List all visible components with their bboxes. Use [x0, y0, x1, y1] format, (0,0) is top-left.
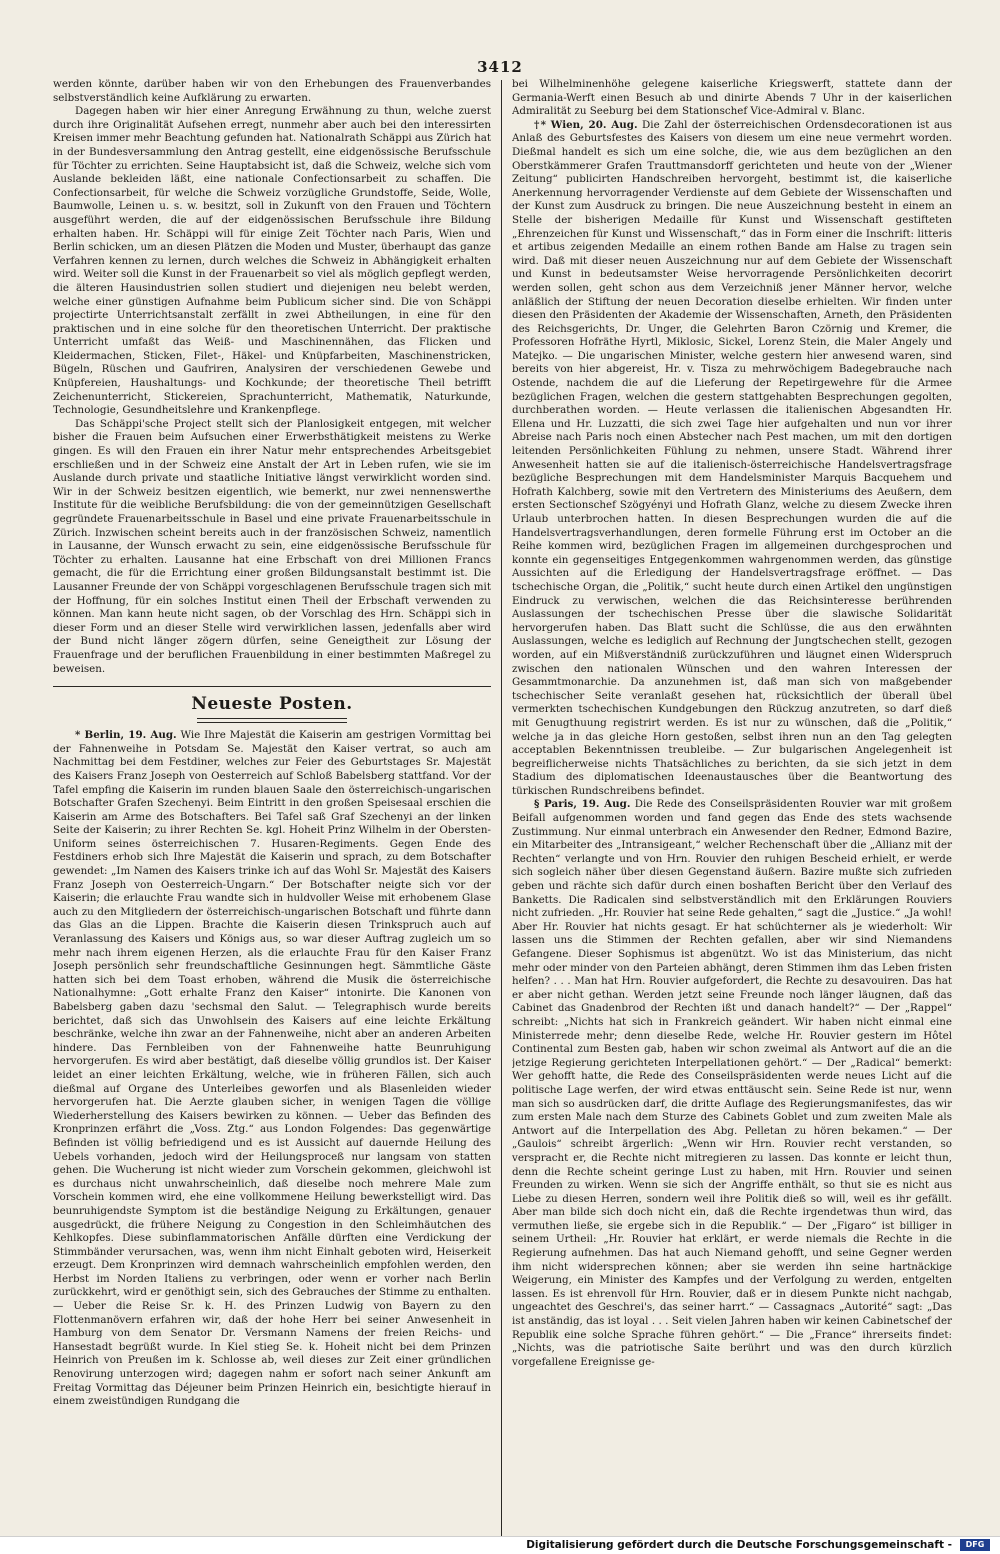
article-paris [512, 798, 952, 1369]
article-text: Die Zahl der österreichischen Ordensdecorationen ist aus Anlaß des Geburtsfestes des Kaisers von diesem um eine neue vermehrt worden. Dießmal handelt es sich um eine solche, die, wie aus dem bezüglichen an den Oberstkämmerer Grafen Trauttmansdorff gerichteten und heute von der „Wiener Zeitung“ publicirten Handschreiben hervorgeht, bestimmt ist, die kaiserliche Anerkennung hervorragender Verdienste auf dem Gebiete der Wissenschaften und der Kunst zum Ausdruck zu bringen. Die neue Auszeichnung besteht in einem an Stelle der bisherigen Medaille für Kunst und Wissenschaft gestifteten „Ehrenzeichen für Kunst und Wissenschaft,“ das in Form einer die Inschrift: litteris et artibus zeigenden Medaille an einem rothen Bande am Halse zu tragen sein wird. Daß mit dieser neuen Auszeichnung nur auf dem Gebiete der Wissenschaft und Kunst in bedeutsamster Weise hervorragende Persönlichkeiten decorirt werden sollen, geht schon aus dem Verzeichniß jener Männer hervor, welche anläßlich der Stiftung der neuen Decoration dieselbe erhielten. Wir finden unter diesen den Präsidenten der Akademie der Wissenschaften, Arneth, den Präsidenten des Reichsgerichts, Dr. Unger, die Gelehrten Baron Czörnig und Kremer, die Professoren Hofräthe Hyrtl, Miklosic, Sickel, Lorenz Stein, die Maler Angely und Matejko. — Die ungarischen Minister, welche gestern hier anwesend waren, sind bereits von hier abgereist, Hr. v. Tisza zu mehrwöchigem Badegebrauche nach Ostende, nachdem die auf die Lieferung der Repetirgewehre für die Armee bezüglichen Fragen, welchen die gestern stattgehabten Besprechungen gegolten, durchberathen worden. — Heute verlassen die italienischen Abgesandten Hr. Ellena und Hr. Luzzatti, die sich zwei Tage hier aufgehalten und nun vor ihrer Abreise nach Paris noch einen Abstecher nach Pest machen, um mit den dortigen leitenden Persönlichkeiten Fühlung zu nehmen, unsere Stadt. Während ihrer Anwesenheit hatten sie auf die italienisch-österreichische Handelsvertragsfrage bezügliche Besprechungen mit dem Handelsminister Marquis Bacquehem und Hofrath Kalchberg, sowie mit den Vertretern des Ministeriums des Aeußern, dem ersten Sectionschef Szögyényi und Hofrath Glanz, welche zu diesem Zwecke ihren Urlaub unterbrochen hatten. In diesen Besprechungen wurden die auf die Handelsvertragsverhandlungen, deren formelle Führung erst im October an die Reihe kommen wird, bezüglichen Fragen im allgemeinen durchgesprochen und konnte ein gegenseitiges Entgegenkommen wahrgenommen werden, das günstige Aussichten auf die Erledigung der Handelsvertragsfrage eröffnet. — Das tschechische Organ, die „Politik,“ sucht heute durch einen Artikel den ungünstigen Eindruck zu verwischen, welchen die das Reichsinteresse berührenden Auslassungen der tschechischen Presse über die slawische Solidarität hervorgerufen haben. Das Blatt sucht die Schlüsse, die aus den erwähnten Auslassungen, welche es lediglich auf Rechnung der Jungtschechen stellt, gezogen worden, auf ein Mißverständniß zurückzuführen und läugnet einen Widerspruch zwischen den nationalen Wünschen und den wahren Interessen der Gesammtmonarchie. Da anzunehmen ist, daß man sich von maßgebender tschechischer Seite veranlaßt gesehen hat, rücksichtlich der überall übel vermerkten tschechischen Kundgebungen den Rückzug anzutreten, so darf dieß mit Genugthuung registrirt werden. Es ist nur zu wünschen, daß die „Politik,“ welche ja in das gleiche Horn gestoßen, selbst ihren nun an den Tag gelegten acceptablen Bekenntnissen treubleibe. — Zur bulgarischen Angelegenheit ist begreiflicherweise nichts Thatsächliches zu berichten, da sie sich jetzt in dem Stadium des diplomatischen Ideenaustausches über die Beantwortung des türkischen Rundschreibens befindet. [512, 118, 952, 797]
dateline-paris: § Paris, 19. Aug. [534, 798, 631, 811]
page-number: 3412 [477, 58, 523, 76]
paragraph: bei Wilhelminenhöhe gelegene kaiserliche Kriegswerft, stattete dann der Germania-Werft einen Besuch ab und dinirte Abends 7 Uhr in der kaiserlichen Admiralität zu Seeburg bei dem Stationschef Vice-Admiral v. Blanc. [512, 78, 952, 118]
footer-bar [0, 1536, 1000, 1554]
column-divider [501, 80, 502, 1540]
paragraph: Das Schäppi'sche Project stellt sich der Planlosigkeit entgegen, mit welcher bisher die Frauen beim Aufsuchen einer Erwerbsthätigkeit meistens zu Werke gingen. Es will den Frauen ein ihrer Natur mehr entsprechendes Arbeitsgebiet erschließen und in der Schweiz eine Anstalt der Art in Leben rufen, wie sie im Auslande durch private und staatliche Initiative längst verwirklicht worden sind. Wir in der Schweiz besitzen eigentlich, wie bemerkt, nur zwei nennenswerthe Institute für die weibliche Berufsbildung: die von der gemeinnützigen Gesellschaft gegründete Frauenarbeitsschule in Basel und eine private Frauenarbeitsschule in Zürich. Inzwischen scheint bereits auch in der französischen Schweiz, namentlich in Lausanne, der Wunsch erwacht zu sein, eine eidgenössische Berufsschule für Töchter zu erhalten. Lausanne hat eine Erbschaft von drei Millionen Francs gemacht, die für die Errichtung einer großen Bildungsanstalt bestimmt ist. Die Lausanner Freunde der von Schäppi vorgeschlagenen Berufsschule tragen sich mit der Hoffnung, für ein solches Institut einen Theil der Erbschaft verwenden zu können. Man kann heute nicht sagen, ob der Vorschlag des Hrn. Schäppi sich in dieser Form und an dieser Stelle wird verwirklichen lassen, jedenfalls aber wird der Bund nicht länger zögern dürfen, seine Geneigtheit zur Lösung der Frauenfrage und der beruflichen Frauenbildung in einer bestimmten Maßregel zu beweisen. [53, 417, 491, 675]
footer-credit: Digitalisierung gefördert durch die Deutsche Forschungsgemeinschaft - [526, 1539, 952, 1551]
dateline-wien: †* Wien, 20. Aug. [534, 118, 638, 131]
article-wien [512, 119, 952, 799]
paragraph: Dagegen haben wir hier einer Anregung Erwähnung zu thun, welche zuerst durch ihre Originalität Aufsehen erregt, nunmehr aber auch bei den interessirten Kreisen immer mehr Beachtung gefunden hat. Nationalrath Schäppi aus Zürich hat in der Bundesversammlung den Antrag gestellt, eine eidgenössische Berufsschule für Töchter zu errichten. Seine Hauptabsicht ist, daß die Schweiz, welche sich vom Auslande bekleiden läßt, eine nationale Confectionsarbeit zu schaffen. Die Confectionsarbeit, für welche die Schweiz vorzügliche Grundstoffe, Seide, Wolle, Baumwolle, Leinen u. s. w. besitzt, soll in Zukunft von den Frauen und Töchtern ausgeführt werden, die auf der eidgenössischen Berufsschule ihre Bildung erhalten haben. Hr. Schäppi will für einige Zeit Töchter nach Paris, Wien und Berlin schicken, um an diesen Plätzen die Moden und Muster, überhaupt das ganze Verfahren kennen zu lernen, durch welches die Schweiz in Abhängigkeit erhalten wird. Weiter soll die Kunst in der Frauenarbeit so viel als möglich gepflegt werden, die älteren Hausindustrien sollen studiert und diejenigen neu belebt werden, welche einer günstigen Aufnahme beim Publicum sicher sind. Die von Schäppi projectirte Unterrichtsanstalt zerfällt in zwei Abtheilungen, in eine für den praktischen und in eine solche für den theoretischen Unterricht. Der praktische Unterricht umfaßt das Weiß- und Maschinennähen, das Flicken und Kleidermachen, Sticken, Filet-, Häkel- und Knüpfarbeiten, Maschinenstricken, Bügeln, Rüschen und Gaufriren, Analysiren der verschiedenen Gewebe und Knüpfereien, Haushaltungs- und Kochkunde; der theoretische Theil betrifft Zeichenunterricht, Stickereien, Sprachunterricht, Mathematik, Naturkunde, Technologie, Gesundheitslehre und Krankenpflege. [53, 105, 491, 417]
left-column [53, 78, 491, 1536]
article-text: Die Rede des Conseilspräsidenten Rouvier war mit großem Beifall aufgenommen worden und fand gegen das Ende des stets wachsende Zustimmung. Nur einmal unterbrach ein Anwesender den Redner, Edmond Bazire, ein Mitarbeiter des „Intransigeant,“ welcher Rechenschaft über die „Allianz mit der Rechten“ verlangte und von Hrn. Rouvier den ruhigen Bescheid erhielt, er werde sich sogleich näher über diesen Gegenstand äußern. Bazire mußte sich zufrieden geben und rächte sich dafür durch einen boshaften Bericht über den Verlauf des Banketts. Die Radicalen sind selbstverständlich mit den Erklärungen Rouviers nicht zufrieden. „Hr. Rouvier hat seine Rede gehalten,“ sagt die „Justice.“ „Ja wohl! Aber Hr. Rouvier hat nichts gesagt. Er hat schüchterner als je wiederholt: Wir lassen uns die Stimmen der Rechten gefallen, aber wir sind Niemandens Gefangene. Dieser Sophismus ist abgenützt. Wo ist das Ministerium, das nicht mehr oder minder von den Parteien abhängt, deren Stimmen ihm das Leben fristen helfen? . . . Man hat Hrn. Rouvier aufgefordert, die Rechte zu desavouiren. Das hat er aber nicht gethan. Werden jetzt seine Freunde noch länger läugnen, daß das Cabinet das Gnadenbrod der Rechten ißt und danach handelt?“ — Der „Rappel“ schreibt: „Nichts hat sich in Frankreich geändert. Wir haben nicht einmal eine Ministerrede mehr; denn dieselbe Rede, welche Hr. Rouvier gestern im Hôtel Continental zum Besten gab, haben wir schon zweimal als Antwort auf die an die jetzige Regierung gerichteten Interpellationen gehört.“ — Der „Radical“ bemerkt: Wer gehofft hatte, die Rede des Conseilspräsidenten werde neues Licht auf die politische Lage werfen, der wird etwas enttäuscht sein. Seine Rede ist nur, wenn man sich so ausdrücken darf, die dritte Auflage des Regierungsmanifestes, das wir zum ersten Male nach dem Sturze des Cabinets Goblet und zum zweiten Male als Antwort auf die Interpellation des Abg. Pelletan zu hören bekamen.“ — Der „Gaulois“ schreibt ärgerlich: „Wenn wir Hrn. Rouvier recht verstanden, so verspracht er, die Rechte nicht mitregieren zu lassen. Das konnte er leicht thun, denn die Rechte scheint geringe Lust zu haben, mit Hrn. Rouvier und seinen Freunden zu wirken. Wenn sie sich der Angriffe enthält, so thut sie es nicht aus Liebe zu diesen Herren, sondern weil ihre Politik dieß so will, weil es ihr gefällt. Aber man bilde sich doch nicht ein, daß die Rechte irgendetwas thun wird, das vermuthen ließe, sie ergebe sich in die Republik.“ — Der „Figaro“ ist billiger in seinem Urtheil: „Hr. Rouvier hat erklärt, er werde niemals die Rechte in die Regierung aufnehmen. Das hat auch Niemand gehofft, und seine Gegner werden ihm nicht widersprechen können; aber sie werden ihn seine hartnäckige Weigerung, ein Minister des Kampfes und der Verfolgung zu werden, entgelten lassen. Es ist ehrenvoll für Hrn. Rouvier, daß er in diesem Punkte nicht nachgab, ungeachtet des Geschrei's, das seiner harrt.“ — Cassagnacs „Autorité“ sagt: „Das ist anständig, das ist loyal . . . Seit vielen Jahren haben wir keinen Cabinetschef der Republik eine solche Sprache führen gehört.“ — Die „France“ ihrerseits findet: „Nichts, was die patriotische Saite berührt und was den durch kürzlich vorgefallene Ereignisse ge- [512, 798, 952, 1368]
dfg-logo-icon: DFG [960, 1539, 990, 1551]
section-title: Neueste Posten. [191, 694, 353, 715]
article-berlin [53, 729, 491, 1409]
paragraph: werden könnte, darüber haben wir von den Erhebungen des Frauenverbandes selbstverständlich keine Aufklärung zu erwarten. [53, 78, 491, 104]
right-column [512, 78, 952, 1536]
section-divider [53, 686, 491, 687]
article-text: Wie Ihre Majestät die Kaiserin am gestrigen Vormittag bei der Fahnenweihe in Potsdam Se. Majestät den Kaiser vertrat, so auch am Nachmittag bei dem Festdiner, welches zur Feier des Geburtstages Sr. Majestät des Kaisers Franz Joseph von Oesterreich auf Schloß Babelsberg stattfand. Vor der Tafel empfing die Kaiserin im runden blauen Saale den österreichisch-ungarischen Botschafter Grafen Szechenyi. Beim Eintritt in den großen Speisesaal erschien die Kaiserin am Arme des Botschafters. Bei Tafel saß Graf Szechenyi an der linken Seite der Kaiserin; zu ihrer Rechten Se. kgl. Hoheit Prinz Wilhelm in der Obersten-Uniform seines österreichischen 7. Husaren-Regiments. Gegen Ende des Festdiners erhob sich Ihre Majestät die Kaiserin und sprach, zu dem Botschafter gewendet: „Im Namen des Kaisers trinke ich auf das Wohl Sr. Majestät des Kaisers Franz Joseph von Oesterreich-Ungarn.“ Der Botschafter neigte sich vor der Kaiserin; die erlauchte Frau wandte sich in huldvoller Weise mit erhobenem Glase auch zu den Mitgliedern der österreichisch-ungarischen Botschaft und führte dann das Glas an die Lippen. Brachte die Kaiserin diesen Trinkspruch auch auf Veranlassung des Kaisers und Königs aus, so war dieser Auftrag zugleich um so mehr nach ihrem eigenen Herzen, als die erlauchte Frau für den Kaiser Franz Joseph persönlich sehr freundschaftliche Gesinnungen hegt. Sämmtliche Gäste hatten sich bei dem Toast erhoben, während die Musik die österreichische Nationalhymne: „Gott erhalte Franz den Kaiser“ intonirte. Die Kanonen von Babelsberg gaben dazu 'sechsmal den Salut. — Telegraphisch wurde bereits berichtet, daß sich das Unwohlsein des Kaisers auf eine leichte Erkältung beschränke, welche ihn zwar an der Fahnenweihe, nicht aber an anderen Arbeiten hindere. Das Fernbleiben von der Fahnenweihe hatte Beunruhigung hervorgerufen. Es wird aber bestätigt, daß dieselbe völlig grundlos ist. Der Kaiser leidet an einer leichten Erkältung, welche, wie in früheren Fällen, sich auch dießmal auf Organe des Unterleibes geworfen und als Blasenleiden wieder hervorgerufen hat. Die Aerzte glauben sicher, in wenigen Tagen die völlige Wiederherstellung des Kaisers bewirken zu können. — Ueber das Befinden des Kronprinzen erfährt die „Voss. Ztg.“ aus London Folgendes: Das gegenwärtige Befinden ist völlig befriedigend und es ist Aussicht auf dauernde Heilung des Uebels vorhanden, jedoch wird der Heilungsproceß nur langsam von statten gehen. Die Wucherung ist nicht wieder zum Vorschein gekommen, gleichwohl ist es durchaus nicht unwahrscheinlich, daß dieselbe noch mehrere Male zum Vorschein kommen wird, ehe eine vollkommene Heilung bewerkstelligt wird. Das beunruhigendste Symptom ist die beständige Neigung zu Erkältungen, genauer ausgedrückt, die frühere Neigung zu Congestion in den Schleimhäutchen des Kehlkopfes. Diese subinflammatorischen Anfälle dürften eine Verdickung der Stimmbänder verursachen, was, wenn ihm nicht Einhalt geboten wird, Heiserkeit erzeugt. Dem Kronprinzen wird demnach wahrscheinlich empfohlen werden, den Herbst im Norden Italiens zu verbringen, oder wenn er vorher nach Berlin zurückkehrt, wird er genöthigt sein, sich des Gebrauches der Stimme zu enthalten. — Ueber die Reise Sr. k. H. des Prinzen Ludwig von Bayern zu den Flottenmanövern erfahren wir, daß der hohe Herr bei seiner Anwesenheit in Hamburg von dem Senator Dr. Versmann Namens der freien Reichs- und Hansestadt begrüßt wurde. In Kiel stieg Se. k. Hoheit nicht bei dem Prinzen Heinrich von Preußen im k. Schlosse ab, weil dieses zur Zeit einer gründlichen Renovirung unterzogen wird; dagegen nahm er sofort nach seiner Ankunft am Freitag Vormittag das Déjeuner beim Prinzen Heinrich ein, besichtigte hierauf in einem zweistündigen Rundgang die [53, 729, 491, 1408]
title-ornament [197, 718, 347, 723]
dateline-berlin: * Berlin, 19. Aug. [75, 729, 177, 742]
